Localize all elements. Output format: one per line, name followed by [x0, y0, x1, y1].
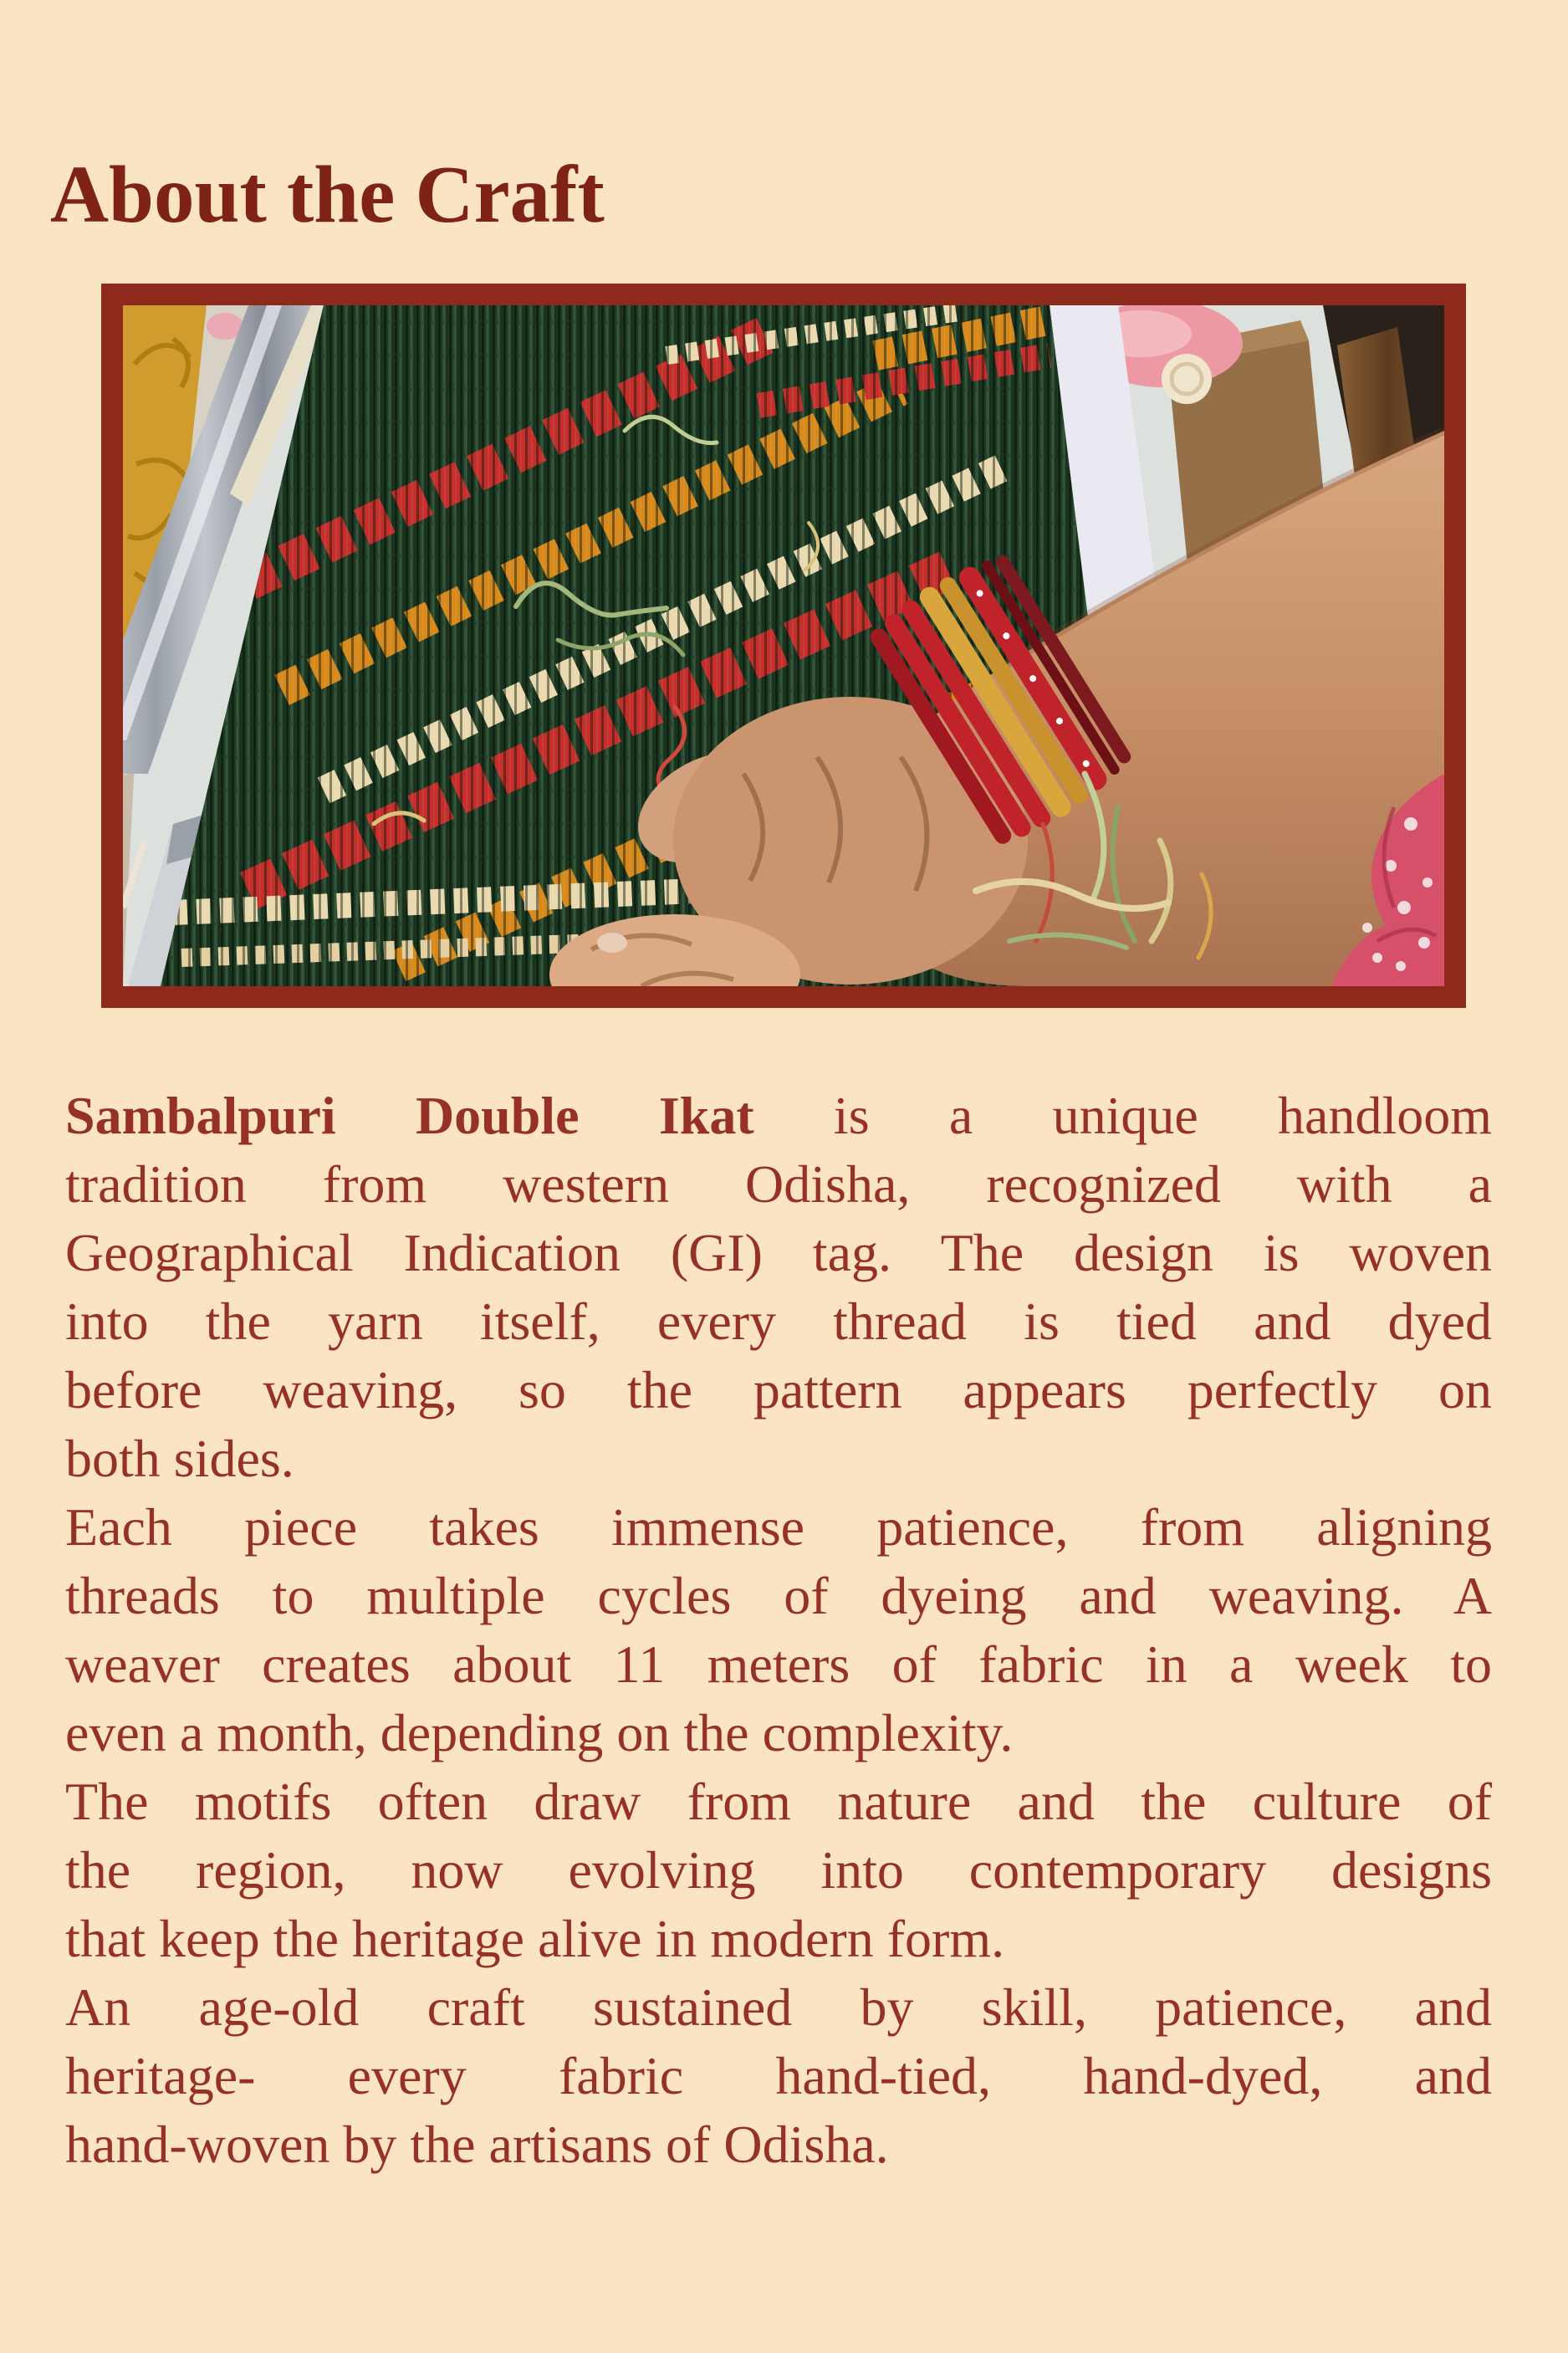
weaving-photo-illustration: [123, 305, 1444, 986]
article-line: the region, now evolving into contemporary designs: [65, 1840, 1492, 1900]
lead-phrase: Sambalpuri Double Ikat: [65, 1086, 754, 1145]
article-line: An age-old craft sustained by skill, patience, and: [65, 1977, 1492, 2037]
craft-photo-frame: [101, 284, 1466, 1008]
article-line: that keep the heritage alive in modern form.: [65, 1909, 1005, 1968]
article-line: Each piece takes immense patience, from aligning: [65, 1497, 1492, 1557]
article-line: both sides.: [65, 1429, 294, 1488]
article-line: Sambalpuri Double Ikat is a unique handloom: [65, 1086, 1492, 1145]
article-line: heritage- every fabric hand-tied, hand-dyed, and: [65, 2046, 1492, 2105]
page-title: About the Craft: [50, 149, 605, 239]
article-line: hand-woven by the artisans of Odisha.: [65, 2115, 889, 2174]
article-line: even a month, depending on the complexity.: [65, 1703, 1014, 1762]
article-line: The motifs often draw from nature and the culture of: [65, 1772, 1492, 1831]
article-line: into the yarn itself, every thread is tied and dyed: [65, 1292, 1492, 1351]
article-line: Geographical Indication (GI) tag. The design is woven: [65, 1223, 1492, 1282]
fingernail: [597, 933, 627, 953]
article-line: threads to multiple cycles of dyeing and weaving. A: [65, 1566, 1492, 1625]
article-line: tradition from western Odisha, recognized with a: [65, 1154, 1492, 1214]
article-line: before weaving, so the pattern appears perfectly on: [65, 1360, 1492, 1419]
article: [65, 1082, 1492, 2179]
article-line: weaver creates about 11 meters of fabric in a week to: [65, 1634, 1492, 1694]
